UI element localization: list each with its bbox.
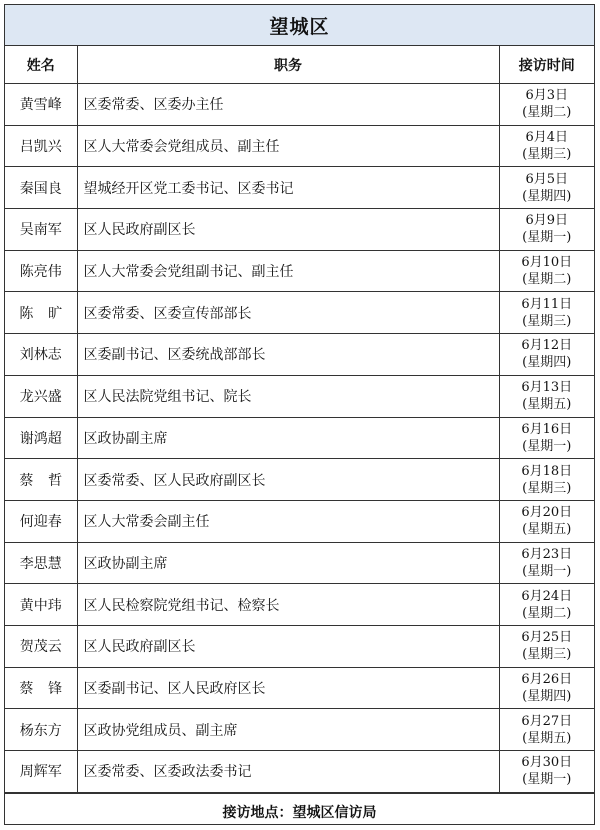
- official-duty: 区人民检察院党组书记、检察长: [77, 584, 499, 626]
- table-row: [5, 292, 594, 334]
- reception-time: [499, 375, 594, 417]
- reception-date: 6月11日: [521, 296, 573, 312]
- official-duty: 望城经开区党工委书记、区委书记: [77, 167, 499, 209]
- official-duty: 区委常委、区委政法委书记: [77, 751, 499, 793]
- official-name-text: 黄雪峰: [19, 97, 62, 114]
- table-row: [5, 625, 594, 667]
- table-row: [5, 125, 594, 167]
- reception-date: 6月24日: [521, 588, 573, 604]
- header-name: 姓名: [5, 46, 77, 84]
- reception-time: [499, 125, 594, 167]
- reception-weekday: (星期二): [522, 272, 572, 288]
- official-duty: 区人大常委会党组成员、副主任: [77, 125, 499, 167]
- reception-date: 6月4日: [525, 130, 569, 146]
- reception-weekday: (星期四): [522, 188, 572, 204]
- official-name-text: 何迎春: [19, 514, 62, 531]
- table-row: [5, 250, 594, 292]
- official-name: [5, 209, 77, 251]
- reception-weekday: (星期三): [522, 147, 572, 163]
- official-duty: 区政协党组成员、副主席: [77, 709, 499, 751]
- official-name: [5, 292, 77, 334]
- reception-date: 6月5日: [525, 171, 569, 187]
- reception-location-footer: 接访地点：望城区信访局: [5, 793, 594, 830]
- table-body: [5, 84, 594, 793]
- reception-date: 6月23日: [521, 546, 573, 562]
- reception-weekday: (星期三): [522, 480, 572, 496]
- reception-date: 6月13日: [521, 380, 573, 396]
- official-name-text: 陈旷: [19, 305, 77, 322]
- header-time: 接访时间: [499, 46, 594, 84]
- official-name: [5, 334, 77, 376]
- reception-date: 6月25日: [521, 630, 573, 646]
- official-duty: 区人大常委会副主任: [77, 500, 499, 542]
- reception-time: [499, 250, 594, 292]
- reception-time: [499, 167, 594, 209]
- reception-time: [499, 292, 594, 334]
- official-name-text: 龙兴盛: [19, 389, 62, 406]
- table-row: [5, 459, 594, 501]
- official-duty: 区人民政府副区长: [77, 625, 499, 667]
- official-duty: 区委副书记、区人民政府区长: [77, 667, 499, 709]
- reception-date: 6月3日: [525, 88, 569, 104]
- reception-time: [499, 500, 594, 542]
- table-row: [5, 209, 594, 251]
- reception-weekday: (星期四): [522, 688, 572, 704]
- reception-weekday: (星期一): [522, 230, 572, 246]
- reception-date: 6月27日: [521, 713, 573, 729]
- official-name: [5, 167, 77, 209]
- table-row: [5, 334, 594, 376]
- reception-date: 6月20日: [521, 505, 573, 521]
- official-name-text: 吴南军: [19, 222, 62, 239]
- official-name-text: 秦国良: [19, 180, 62, 197]
- reception-weekday: (星期二): [522, 105, 572, 121]
- official-name: [5, 542, 77, 584]
- official-name-text: 陈亮伟: [19, 264, 62, 281]
- reception-date: 6月12日: [521, 338, 573, 354]
- reception-date: 6月18日: [521, 463, 573, 479]
- reception-weekday: (星期五): [522, 522, 572, 538]
- official-name-text: 蔡锋: [19, 680, 77, 697]
- official-name: [5, 751, 77, 793]
- official-name: [5, 709, 77, 751]
- reception-weekday: (星期五): [522, 730, 572, 746]
- reception-weekday: (星期五): [522, 397, 572, 413]
- official-name-text: 周辉军: [19, 764, 62, 781]
- reception-time: [499, 667, 594, 709]
- table-row: [5, 584, 594, 626]
- official-duty: 区人大常委会党组副书记、副主任: [77, 250, 499, 292]
- official-duty: 区委常委、区委办主任: [77, 84, 499, 126]
- official-name: [5, 84, 77, 126]
- official-name-text: 贺茂云: [19, 639, 62, 656]
- table-row: [5, 375, 594, 417]
- official-name-text: 杨东方: [19, 722, 62, 739]
- table-row: [5, 500, 594, 542]
- table-row: [5, 417, 594, 459]
- reception-schedule-sheet: [4, 4, 595, 825]
- reception-time: [499, 709, 594, 751]
- official-name: [5, 667, 77, 709]
- table-row: [5, 84, 594, 126]
- reception-date: 6月10日: [521, 255, 573, 271]
- table-row: [5, 667, 594, 709]
- official-name-text: 李思慧: [19, 555, 62, 572]
- reception-date: 6月16日: [521, 421, 573, 437]
- reception-time: [499, 417, 594, 459]
- reception-date: 6月9日: [525, 213, 569, 229]
- table-row: [5, 751, 594, 793]
- reception-time: [499, 459, 594, 501]
- reception-weekday: (星期一): [522, 563, 572, 579]
- official-duty: 区委常委、区人民政府副区长: [77, 459, 499, 501]
- official-duty: 区委常委、区委宣传部部长: [77, 292, 499, 334]
- official-name: [5, 584, 77, 626]
- reception-time: [499, 584, 594, 626]
- official-name-text: 谢鸿超: [19, 430, 62, 447]
- official-name: [5, 459, 77, 501]
- reception-time: [499, 209, 594, 251]
- reception-weekday: (星期三): [522, 313, 572, 329]
- official-name-text: 蔡哲: [19, 472, 77, 489]
- reception-table: [5, 46, 594, 793]
- official-duty: 区政协副主席: [77, 417, 499, 459]
- official-name-text: 吕凯兴: [19, 139, 62, 156]
- official-name: [5, 125, 77, 167]
- reception-weekday: (星期二): [522, 605, 572, 621]
- reception-time: [499, 334, 594, 376]
- reception-date: 6月30日: [521, 755, 573, 771]
- reception-time: [499, 751, 594, 793]
- reception-weekday: (星期四): [522, 355, 572, 371]
- official-name: [5, 417, 77, 459]
- official-name-text: 刘林志: [19, 347, 62, 364]
- reception-time: [499, 542, 594, 584]
- sheet-title: 望城区: [5, 5, 594, 46]
- reception-time: [499, 625, 594, 667]
- official-duty: 区人民政府副区长: [77, 209, 499, 251]
- reception-weekday: (星期一): [522, 438, 572, 454]
- official-duty: 区人民法院党组书记、院长: [77, 375, 499, 417]
- official-name: [5, 375, 77, 417]
- reception-time: [499, 84, 594, 126]
- official-duty: 区委副书记、区委统战部部长: [77, 334, 499, 376]
- table-row: [5, 542, 594, 584]
- table-row: [5, 709, 594, 751]
- reception-weekday: (星期一): [522, 772, 572, 788]
- header-duty: 职务: [77, 46, 499, 84]
- table-header-row: [5, 46, 594, 84]
- official-name: [5, 250, 77, 292]
- official-duty: 区政协副主席: [77, 542, 499, 584]
- reception-weekday: (星期三): [522, 647, 572, 663]
- table-row: [5, 167, 594, 209]
- official-name: [5, 625, 77, 667]
- official-name-text: 黄中玮: [19, 597, 62, 614]
- official-name: [5, 500, 77, 542]
- reception-date: 6月26日: [521, 671, 573, 687]
